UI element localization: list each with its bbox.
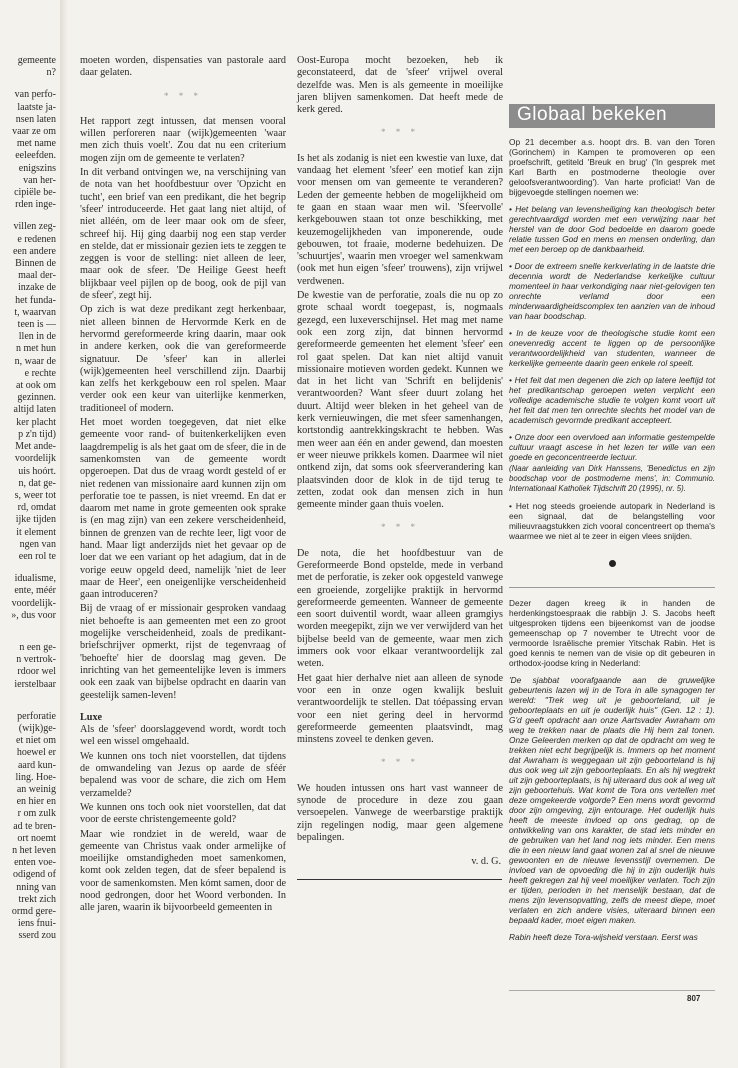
- text-fragment: odigend of: [12, 869, 56, 881]
- article-column-2: [297, 55, 503, 955]
- footer-rule: [509, 990, 715, 991]
- text-fragment: [0, 563, 58, 573]
- text-fragment: e rechte: [24, 367, 56, 379]
- text-fragment: llen in de: [18, 331, 56, 343]
- paragraph: moeten worden, dispensaties van pastorale aard daar gelaten.: [80, 55, 286, 79]
- text-fragment: ker placht: [16, 416, 56, 428]
- text-fragment: laatste ja-: [17, 101, 56, 113]
- text-fragment: p z'n tijd): [18, 428, 56, 440]
- text-fragment: n, waar de: [14, 355, 56, 367]
- text-fragment: idualisme,: [14, 573, 56, 585]
- section-divider: * * *: [381, 522, 419, 533]
- paragraph: We houden intussen ons hart vast wanneer de synode de procedure in deze zou gaan versoepelen. Vanwege de weerbarstige praktijk zijn regelingen nodig, maar geen algemene bepalingen.: [297, 782, 503, 843]
- article-column-1: [80, 55, 286, 985]
- text-fragment: ling. Hoe-: [15, 771, 56, 783]
- text-fragment: met name: [16, 138, 56, 150]
- intro-paragraph: Op 21 december a.s. hoopt drs. B. van den Toren (Gorinchem) in Kampen te promoveren op een proefschrift, getiteld 'Breuk en brug' ('In gesprek met Karl Barth en postmoderne theologie over geloofsverantwoording'). Van harte proficiat! Van de bijgevoegde stellingen noemen we:: [509, 137, 715, 197]
- text-fragment: een rol te: [18, 550, 56, 562]
- text-fragment: enigszins: [18, 162, 56, 174]
- paragraph: Het moet worden toegegeven, dat niet elke gemeente voor rand- of buitenkerkelijken even laagdrempelig is als het gaat om de sfeer, die in de samenkomsten van de gemeente wordt opgeroepen. Dat dus de vraag wordt gesteld of er niet redenen van missionaire aard kunnen zijn om perforatie toe te passen, is niet vreemd. En dat er daarom met name in grote gemeenten ook sprake is (en mag zijn) van een zekere verscheidenheid, binnen de grenzen van de rechte leer, ligt voor de hand. Maar ligt anderzijds niet het gevaar op de loer dat we een variant op het adagium, dat in de vorige eeuw opgeld deed, namelijk 'niet de leer maar de Heer', een oneigenlijke verscheidenheid gaan introduceren?: [80, 417, 286, 601]
- text-fragment: villen zeg-: [13, 221, 56, 233]
- text-fragment: trekt zich: [18, 893, 56, 905]
- text-fragment: n het leven: [12, 844, 56, 856]
- paragraph: In dit verband ontvingen we, na verschijning van de nota van het hoofdbestuur over 'Opzicht en tucht', een brief van een predikant, die het begrip 'sfeer' introduceerde. Het gaat lang niet altijd, of niet alléén, om de leer maar ook om de sfeer, schreef hij. Hij ging daarbij nog een stap verder en stelde, dat er missionair gezien iets te zeggen te zeggen is voor de stelling: niet alleen de leer, maar ook de sfeer. 'De Heilige Geest heeft blijkbaar veel pijlen op de boog, ook de pijl van de sfeer', zegt hij.: [80, 167, 286, 302]
- paragraph: De nota, die het hoofdbestuur van de Gereformeerde Bond opstelde, mede in verband met de perforatie, is zeker ook opgesteld vanwege een groeiende, zorgelijke praktijk in hervormd gereformeerde gemeenten. Wanneer de gemeente een soort duiventil wordt, waar alleen gramgiys worden meegepikt, zijn we ver verwijderd van het bijbelse beeld van de gemeente, waar men zich immers ook voor elkaar verantwoordelijk zal weten.: [297, 547, 503, 670]
- text-fragment: gemeente: [17, 55, 56, 66]
- paragraph: Dezer dagen kreeg ik in handen de herdenkingstoespraak die rabbijn J. S. Jacobs heeft uitgesproken tijdens een bijeenkomst van de joodse gemeenschap op 7 november te Utrecht voor de vermoorde Israëlische premier Yitschak Rabin. Het is goed kennis te nemen van de visie op dit gebeuren in orthodox-joodse kring in Nederland:: [509, 598, 715, 668]
- divider-line: [509, 587, 715, 588]
- paragraph: Als de 'sfeer' doorslaggevend wordt, wordt toch wel een wissel omgehaald.: [80, 724, 286, 748]
- text-fragment: at ook om: [16, 380, 56, 392]
- thesis-note: (Naar aanleiding van Dirk Hanssens, 'Benedictus en zijn boodschap voor de postmoderne mens', in: Communio. Internationaal Katholiek Tijdschrift 20 (1995), nr. 5).: [509, 464, 715, 493]
- text-fragment: een andere: [12, 245, 56, 257]
- text-fragment: et niet om: [16, 735, 56, 747]
- text-fragment: n met hun: [16, 343, 56, 355]
- text-fragment: ngen van: [19, 538, 56, 550]
- text-fragment: Binnen de: [15, 258, 56, 270]
- text-fragment: hoewel er: [16, 747, 56, 759]
- thesis-item: • Onze door een overvloed aan informatie gestempelde cultuur vraagt ascese in het lezen ter wille van een goede en geconcentreerde lectuur.: [509, 432, 715, 462]
- text-fragment: het funda-: [15, 294, 56, 306]
- text-fragment: (wijk)ge-: [18, 722, 56, 734]
- text-fragment: perforatie: [17, 710, 56, 722]
- paragraph: We kunnen ons toch ook niet voorstellen, dat dat voor de eerste christengemeente gold?: [80, 801, 286, 826]
- paragraph: Het rapport zegt intussen, dat mensen vooral willen perforeren naar (wijk)gemeenten 'waar men zich thuis voelt'. Zou dat nu een criterium mogen zijn om de gemeente te verlaten?: [80, 115, 286, 164]
- text-fragment: voordelijk: [14, 453, 56, 465]
- text-fragment: ad te bren-: [13, 820, 56, 832]
- author-signature: v. d. G.: [471, 856, 501, 868]
- thesis-item: • Het belang van levensheiliging kan theologisch beter gerechtvaardigd worden met een verwijzing naar het herstel van de door God bedoelde en daarom goede relatie tussen God en mens en mensen onderling, dan met een beroep op de dankbaarheid.: [509, 204, 715, 254]
- text-fragment: n?: [46, 67, 56, 79]
- text-fragment: aard kun-: [17, 759, 56, 771]
- paragraph: Is het als zodanig is niet een kwestie van luxe, dat vandaag het element 'sfeer' een motief kan zijn voor mensen om van gemeente te veranderen? Leden der gemeente hebben de mogelijkheid om te gaan en staan waar men wil. 'Sfeervolle' kerkgebouwen staan tot onze beschikking, met keuzemogelijkheden van imponerende, oude gebouwen, tot fraaie, moderne bedehuizen. De 'schuurtjes', waarin men vroeger wel samenkwam (ook met hun eigen 'sfeer' trouwens), zijn vrijwel verdwenen.: [297, 152, 503, 287]
- text-fragment: ort noemt: [17, 832, 56, 844]
- text-fragment: n, dat ge-: [18, 477, 56, 489]
- paragraph: Het gaat hier derhalve niet aan alleen de synode voor een in onze ogen kwalijk besluit verantwoordelijk te stellen. Dat tóépassing ervan voor een niet gering deel in hervormd gereformeerde gemeenten plaatsvindt, mag minstens zoveel te denken geven.: [297, 672, 503, 746]
- paragraph: Maar wie rondziet in de wereld, waar de gemeente van Christus vaak onder armelijke of moeilijke omstandigheden moet samenkomen, komt ook zelden tegen, dat de sfeer bepalend is voor de samenkomsten. Men kómt samen, door de nood gedrongen, door het Woord verbonden. In alle jaren, waarin ik bijvoorbeeld gemeenten in: [80, 828, 286, 914]
- text-fragment: van her-: [23, 174, 56, 186]
- text-fragment: an weinig: [16, 783, 56, 795]
- subheading: Luxe: [80, 711, 103, 723]
- text-fragment: n een ge-: [19, 641, 56, 653]
- page-number: 807: [687, 994, 701, 1003]
- text-fragment: [0, 211, 58, 221]
- text-fragment: s, weer tot: [14, 489, 56, 501]
- text-fragment: ente, méér: [14, 585, 56, 597]
- dot-icon: [609, 560, 616, 567]
- sidebar-column: [509, 55, 715, 1015]
- text-fragment: gezinnen.: [17, 392, 56, 404]
- text-fragment: », dus voor: [11, 609, 56, 621]
- paragraph: De kwestie van de perforatie, zoals die nu op zo grote schaal wordt toegepast, is, nogmaals gezegd, een luxeverschijnsel. Het mag met name ook een zorg zijn, dat binnen hervormd gereformeerde gemeenten het element 'sfeer' een rol gaat spelen. Dat kan niet altijd vanuit missionaire motieven worden gedekt. Kunnen we dat in het licht van 'Schrift en belijdenis' verantwoorden? Want sfeer duurt zolang het duurt. Altijd weer bleken in het geheel van de kerk vernieuwingen, die met sfeer samenhangen, kortstondig aantrekkingskracht te hebben. Was men weer aan één en ander gewend, dan moesten er weer nieuwe prikkels komen. Daarmee wil niet ontkend zijn, dat soms ook sfeerverandering kan plaatsvinden door de klok in de tijd terug te zetten, zodat ook dan mensen zich in hun gemeente minder gaan thuis voelen.: [297, 290, 503, 511]
- text-fragment: maal der-: [18, 270, 56, 282]
- text-fragment: vaar ze om: [12, 126, 56, 138]
- text-fragment: voordelijk-: [11, 597, 56, 609]
- text-fragment: eeleefden.: [15, 150, 56, 162]
- text-fragment: uis hoórt.: [18, 465, 56, 477]
- text-fragment: inzake de: [17, 282, 56, 294]
- text-fragment: n vertrok-: [16, 654, 56, 666]
- text-fragment: Met ande-: [15, 441, 56, 453]
- text-fragment: [0, 632, 58, 642]
- thesis-item: • Het nog steeds groeiende autopark in Nederland is een signaal, dat de belangstelling voor milieuvraagstukken zich vooral concentreert op thema's waarmee we niet al te zeer in eigen vlees snijden.: [509, 501, 715, 541]
- text-fragment: sserd zou: [18, 930, 56, 942]
- quote-paragraph: 'De sjabbat voorafgaande aan de gruwelijke gebeurtenis lazen wij in de Tora in alle synagogen ter wereld: "Trek weg uit je geboorteland, uit je geboorteplaats en uit je ouderlijk huis" (Gen. 12 : 1). G'd geeft opdracht aan onze Aartsvader Awraham om weg te trekken naar de plaats die Hij hem zal tonen. Onze Geleerden merken op dat de opdracht om weg te trekken niet echt begrijpelijk is. Immers op het moment dat Awraham is weggegaan uit zijn geboorteland is hij dus ook weg uit zijn geboorteplaats. En als hij wegtrekt uit zijn geboorteplaats, is hij uiteraard dus ook al weg uit zijn geboortehuis. Wat komt de Tora ons vertellen met deze omgekeerde volgorde? Een mens wordt gevormd door zijn omgeving, zijn entourage. Het ouderlijk huis heeft de meeste invloed op ons gedrag, op de ontwikkeling van ons karakter, de stad iets minder en de gebruiken van het land nog iets minder. Een mens die in een nieuw land gaat wonen zal al snel de nieuwe gewoonten en de nieuwe levensstijl overnemen. De invloed van de opvoeding die hij in zijn ouderlijk huis heeft gekregen zal hij veel moeilijker verlaten. Toch zijn er tijden, perioden in het menselijk bestaan, dat de mens zijn levensopvatting, zelfs de meest diepe, moet verlaten en zich andere visies, uiteraard binnen een bepaald kader, moet eigen maken.: [509, 675, 715, 925]
- thesis-item: • Door de extreem snelle kerkverlating in de laatste drie decennia wordt de Nederlandse kerkelijke cultuur momenteel in haar verkondiging naar niet-gelovigen ten onrechte verlamd door een minderwaardigheidscomplex ten aanzien van de inhoud van haar boodschap.: [509, 261, 715, 321]
- column-end-rule: [297, 879, 502, 880]
- text-fragment: ormd gere-: [11, 906, 56, 917]
- paragraph: Rabin heeft deze Tora-wijsheid verstaan. Eerst was: [509, 932, 698, 942]
- text-fragment: nsen laten: [15, 113, 56, 125]
- text-fragment: enten voe-: [14, 857, 56, 869]
- text-fragment: en hier en: [16, 796, 56, 808]
- text-fragment: ijke tijden: [15, 514, 56, 526]
- text-fragment: [0, 691, 58, 701]
- text-fragment: rden inge-: [15, 199, 56, 211]
- text-fragment: [0, 79, 58, 89]
- text-fragment: rd, omdat: [17, 502, 56, 514]
- section-divider: * * *: [164, 90, 202, 101]
- text-fragment: r om zulk: [17, 808, 56, 820]
- text-fragment: it element: [16, 526, 56, 538]
- thesis-item: • Het feit dat men degenen die zich op latere leeftijd tot het predikantschap geroepen weten verplicht een volledige academische studie te volgen komt voort uit het feit dat men ten onrechte slechts het model van de academisch gevormde predikant accepteert.: [509, 375, 715, 425]
- text-fragment: nning van: [16, 881, 56, 893]
- paragraph: We kunnen ons toch niet voorstellen, dat tijdens de omwandeling van Jezus op aarde de sféér bepalend was voor de schare, die zich om Hem verzamelde?: [80, 750, 286, 799]
- section-divider: * * *: [381, 127, 419, 138]
- page-fold: [60, 0, 68, 1068]
- text-fragment: t, waarvan: [14, 306, 56, 318]
- text-fragment: altijd laten: [13, 404, 56, 416]
- text-fragment: ierstelbaar: [14, 678, 56, 690]
- text-fragment: cipiële be-: [14, 187, 56, 199]
- paragraph: Oost-Europa mocht bezoeken, heb ik geconstateerd, dat de 'sfeer' vrijwel overal dezelfde was. Men is als gemeente in moeilijke jaren blijven samenkomen. Dat heeft mede de kerk gered.: [297, 55, 503, 116]
- section-divider: * * *: [381, 757, 419, 768]
- text-fragment: [0, 701, 58, 711]
- paragraph: Bij de vraag of er missionair gesproken vandaag niet behoefte is aan gemeenten met een zo groot mogelijke verscheidenheid, zoals de predikant-briefschrijver opmerkt, rijst de tegenvraag of 'behoefte' hier de doorslag mag geven. De inrichting van het gemeentelijke leven is immers ook een zaak van bijbelse opdracht en daarin van geestelijk samen-leven!: [80, 603, 286, 701]
- text-fragment: e redenen: [17, 233, 56, 245]
- text-fragment: iens fnui-: [17, 918, 56, 930]
- cut-off-column: [0, 55, 58, 942]
- text-fragment: teen is —: [17, 319, 56, 331]
- bullet-divider: [509, 559, 715, 569]
- text-fragment: [0, 622, 58, 632]
- thesis-item: • In de keuze voor de theologische studie komt een onevenredig accent te liggen op de persoonlijke verantwoordelijkheid van studenten, wanneer de kerkelijke gemeente daarin geen enkele rol speelt.: [509, 328, 715, 368]
- text-fragment: van perfo-: [14, 89, 56, 101]
- text-fragment: rdoor wel: [17, 666, 56, 678]
- section-banner: Globaal bekeken: [509, 104, 715, 128]
- paragraph: Op zich is wat deze predikant zegt herkenbaar, niet alleen binnen de Hervormde Kerk en de hervormd gereformeerde kring daarin, maar ook in andere kerken, ook die van gereformeerde signatuur. De 'sfeer' kan in allerlei (wijk)gemeenten heel verschillend zijn. Daarbij kan zelfs het kerkgebouw een rol spelen. Maar verder ook een keur van uiterlijke kenmerken, traditioneel of modern.: [80, 304, 286, 414]
